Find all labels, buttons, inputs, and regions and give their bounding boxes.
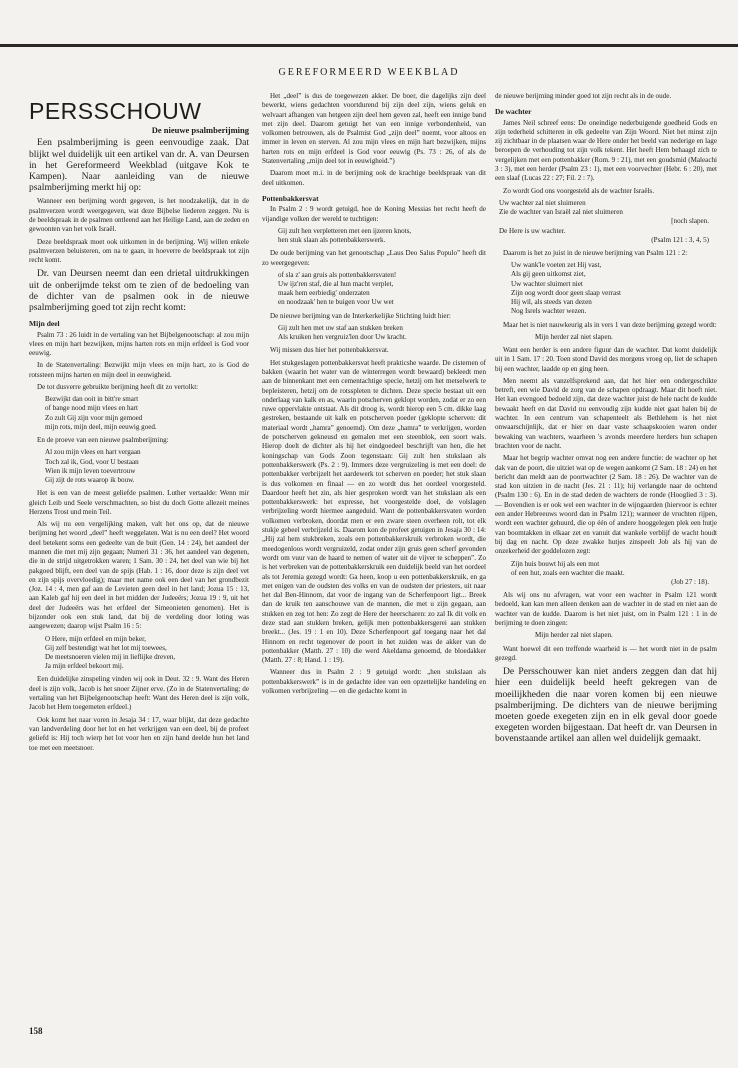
verse-block: [511, 560, 717, 588]
verse-line: Mijn herder zal niet slapen.: [535, 631, 613, 640]
page-title: PERSSCHOUW: [29, 98, 202, 124]
top-rule: [0, 44, 738, 47]
verse-line: Mijn herder zal niet slapen.: [535, 332, 613, 341]
verse-line: hen stuk slaan als pottenbakkerswerk.: [278, 236, 386, 245]
verse-line: Gij zijt de rots waarop ik bouw.: [45, 476, 135, 484]
verse-line: of een hut, zoals een wachter die maakt.: [511, 568, 625, 577]
paragraph: Als wij ons nu afvragen, wat voor een wachter in Psalm 121 wordt bedoeld, kan kan men alleen denken aan de wachter in de stad en niet aan de wachter van de kudde. Daarom is het niet juist, om in Psalm 121 : 1 in de berijming te doen zingen:: [495, 591, 717, 628]
paragraph: En de proeve van een nieuwe psalmberijming:: [37, 436, 169, 445]
verse-line: Zo zult Gij zijn voor mijn gemoed: [45, 413, 143, 422]
running-head: GEREFORMEERD WEEKBLAD: [278, 67, 460, 78]
verse-reference: (Job 27 : 18).: [671, 577, 709, 586]
verse-line: Zie de wachter van Israël zal niet sluimeren: [499, 208, 623, 217]
verse-block: [45, 635, 249, 672]
verse-line: Als gij geen uitkomst ziet,: [511, 270, 586, 279]
verse-line: en noodzaak' hen te buigen voor Uw wet: [278, 298, 394, 307]
paragraph: Maar het begrip wachter omvat nog een andere functie: de wachter op het dak van de poort, die uitziet wat op de wegen aankomt (2 Sam. 18 : 24) en het bericht dan meldt aan de poortwachter (2 Sam. 18 : 26). De wachter van de stad kon uitzien in de nacht (Jes. 21 : 11); hij verlangde naar de ochtend (Psalm 130 : 6). En in de stad deden de wachters de ronde (Hooglied 3 : 3). — Bovendien is er ook wel een wachter in de wijngaarden (hiervoor is echter een ander Hebreeuws woord dan in Psalm 121); wanneer de vruchten rijpen, wordt een wachter gehuurd, die op één of andere hooggelegen plek een hutje van boomtakken in elkaar zet en vanuit dat wankele verblijf de wacht houdt bij dag en nacht. Op deze zwakke hutjes zinspeelt Job als hij van de onzekerheid der goddelozen zegt:: [495, 454, 717, 556]
verse-block: [278, 271, 486, 308]
verse-line: Gij zult hen met uw staf aan stukken breken: [278, 323, 403, 332]
closing-paragraph: [495, 666, 717, 744]
paragraph: De oude berijming van het genootschap „Laus Deo Salus Populo” heeft dit zo weergegeven:: [262, 249, 486, 267]
quote-paragraph: Deze beeldspraak moet ook uitkomen in de berijming. Wij willen enkele psalmverzen beluisteren, om na te gaan, in hoeverre de beeldspraak tot zijn recht komt.: [29, 237, 249, 265]
closing-text: De Persschouwer kan niet anders zeggen dan dat hij hier een duidelijk beeld heeft gekregen van de moeilijkheden die naar voren komen bij een nieuwe psalmberijming. De dichters van de nieuwe berijming moeten goede exegeten zijn en in elk geval door goede exegeten worden bijgestaan. Dat heeft dr. van Deursen in bovenstaande artikel aan allen wel duidelijk gemaakt.: [495, 666, 717, 745]
paragraph: Wij missen dus hier het pottenbakkersvat.: [270, 346, 389, 355]
verse-reference: (Psalm 121 : 3, 4, 5): [651, 235, 709, 244]
verse-line: of bange nood mijn vlees en hart: [45, 404, 138, 413]
verse-block: [535, 333, 717, 342]
verse-line: Gij zelf bestendigt wat het lot mij toewees,: [45, 643, 167, 652]
verse-block: [278, 324, 486, 342]
paragraph: Want hoewel dit een treffende waarheid is — het wordt niet in de psalm gezegd.: [495, 644, 717, 662]
paragraph: Daarom moet m.i. in de berijming ook de krachtige beeldspraak van dit deel uitkomen.: [262, 169, 486, 187]
verse-line: Wien ik mijn leven toevertrouw: [45, 466, 136, 475]
paragraph: Psalm 73 : 26 luidt in de vertaling van het Bijbelgenootschap: al zou mijn vlees en mijn hart bezwijken, mijns harten rots en mijn erfdeel is God voor eeuwig.: [29, 330, 249, 358]
section-heading: De wachter: [495, 107, 532, 117]
verse-block: [499, 199, 717, 245]
lead-text: Dr. van Deursen neemt dan een drietal uitdrukkingen uit de onberijmde tekst om te zien of de bedoeling van de dichter van de psalmen ook in de nieuwe psalmberijming goed tot zijn recht komt:: [29, 268, 249, 313]
lead-text: Een psalmberijming is geen eenvoudige zaak. Dat blijkt wel duidelijk uit een artikel van dr. A. van Deursen in het Gereformeerd Weekblad (uitgave Kok te Kampen). Naar aanleiding van de nieuwe psalmberijming merkt hij op:: [29, 137, 249, 194]
section-heading: Pottenbakkersvat: [262, 193, 319, 203]
verse-line: Uw wachter sluimert niet: [511, 279, 583, 288]
verse-block: [535, 631, 717, 640]
verse-line: Uw wachter zal niet sluimeren: [499, 198, 586, 207]
verse-line: Gij zult hen verpletteren met een ijzeren knots,: [278, 226, 412, 235]
verse-line: maak hem eerbiedig' onderzaten: [278, 289, 370, 298]
verse-line: Toch zal ik, God, voor U bestaan: [45, 457, 139, 466]
verse-line: De meetsnoeren vielen mij in lieflijke dreven,: [45, 653, 176, 662]
paragraph: Het „deel” is dus de toegewezen akker. De boer, die dagelijks zijn deel bewerkt, wiens gedachten voortdurend bij zijn deel zijn, wiens geluk en welvaart afhangen van hetgeen zijn deel hem geven zal, heeft een innige band met zijn deel. Daarom getuigt het van een innige verbondenheid, van volkomen betrouwen, als de Psalmist God „zijn deel” noemt, voor altoos en immer in leven en sterven. Al zou mijn vlees en mijn hart bezwijken, mijns harten rots en mijn erfdeel is God voor eeuwig (Ps. 73 : 26, of als de Statenvertaling „mijn deel tot in eeuwigheid.”): [262, 92, 486, 166]
section-heading: Mijn deel: [29, 319, 60, 329]
paragraph: Want een herder is een andere figuur dan de wachter. Dat komt duidelijk uit in 1 Sam. 17 : 20. Toen stond David des morgens vroeg op, liet de schapen bij een wachter, laadde op en ging heen.: [495, 346, 717, 373]
column-1: [29, 92, 249, 1027]
verse-line: Nog Isrels wachter wezen.: [511, 307, 587, 316]
paragraph: Als wij nu een vergelijking maken, valt het ons op, dat de nieuwe berijming het woord „deel” heeft weggelaten. Wat is nu een deel? Het woord deel betekent soms een gedeelte van de buit (Gen. 14 : 24), het aandeel der mannen die met mij zijn gegaan; Numeri 31 : 36, het aandeel van degenen, die in de strijd uitgetrokken waren; 1 Sam. 30 : 24, het deel van wie bij het pakgoed blijft, een deel van de spijs (Hab. 1 : 16, door deze is zijn deel vet en zijn spijs overvloedig); maar met name ook een deel van het grondbezit (Joz. 14 : 4, men gaf aan de Levieten geen deel in het land; Jozua 15 : 13, aan Kaleb gaf hij een deel in het midden der Judeeërs; Jozua 19 : 9, uit het deel der Judeeërs was het erfdeel der Simeonieten genomen). Het is bijzonder ook een stuk land, dat bij de verdeling door loting was aangewezen; daarop wijst Psalm 16 : 5:: [29, 520, 249, 631]
quote-paragraph: Wanneer een berijming wordt gegeven, is het noodzakelijk, dat in de psalmverzen wordt weergegeven, wat deze Bijbelse liederen zeggen. Nu is de beeldspraak in de psalmen ontleend aan het Heilige Land, aan de zeden en gewoonten van het volk Israël.: [29, 197, 249, 234]
verse-line: Uw wank'le voeten zet Hij vast,: [511, 261, 602, 270]
paragraph: Wanneer dus in Psalm 2 : 9 getuigd wordt: „hen stukslaan als pottenbakkerswerk” is in de gedachte idee van een opzettelijke handeling en volkomen verbrijzeling — en die gedachte komt in: [262, 668, 486, 696]
paragraph: De tot dusverre gebruikte berijming heeft dit zo vertolkt:: [37, 382, 199, 391]
verse-line: Al zou mijn vlees en hart vergaan: [45, 448, 141, 457]
article-subtitle: De nieuwe psalmberijming: [151, 125, 249, 135]
verse-line: mijn rots, mijn deel, mijn eeuwig goed.: [45, 422, 157, 431]
paragraph: In de Statenvertaling: Bezwijkt mijn vlees en mijn hart, zo is God de rotssteen mijns harten en mijn deel in eeuwigheid.: [29, 361, 249, 379]
verse-line: O Here, mijn erfdeel en mijn beker,: [45, 634, 146, 643]
paragraph: Daarom is het zo juist in de nieuwe berijming van Psalm 121 : 2:: [503, 248, 688, 257]
paragraph: De nieuwe berijming van de Interkerkelijke Stichting luidt hier:: [270, 311, 451, 320]
paragraph: Het is een van de meest geliefde psalmen. Luther vertaalde: Wenn mir gleich Leib und Seele verschmachten, so bist du doch Gotte allezeit meines Herzens Trost und mein Teil.: [29, 489, 249, 516]
verse-line: Bezwijkt dan ooit in bitt're smart: [45, 395, 139, 404]
verse-block: [511, 261, 717, 316]
lead-paragraph: [29, 137, 249, 193]
paragraph: Maar het is niet nauwkeurig als in vers 1 van deze berijming gezegd wordt:: [503, 320, 717, 329]
verse-block: [45, 448, 249, 485]
verse-line: of sla z' aan gruis als pottenbakkersvaten!: [278, 270, 397, 279]
paragraph: Zo wordt God ons voorgesteld als de wachter Israëls.: [503, 186, 654, 195]
column-2: [262, 92, 486, 1032]
verse-block: [278, 227, 486, 245]
paragraph: James Neil schreef eens: De oneindige nederbuigende goedheid Gods en zijn tederheid schitteren in elk gedeelte van Zijn Woord. Niet het minst zijn zij zichtbaar in de plaatsen waar de Here onder het beeld van nederige en lage beroepen de verhouding tot zijn volk tekent. Het heeft Hem behaagd zich te vergelijken met een pottenbakker (Rom. 9 : 21), met een goudsmid (Maleachi 3 : 3), met een herder (Psalm 23 : 1), met een voorvechter (Hebr. 6 : 20), met een slaaf (Lucas 22 : 27; Fil. 2 : 7).: [495, 118, 717, 183]
verse-line: Hij wil, als steeds van dezen: [511, 298, 592, 307]
column-3: [495, 92, 717, 1032]
verse-line: De Here is uw wachter.: [499, 226, 566, 235]
page-number: 158: [29, 1026, 43, 1036]
paragraph: In Psalm 2 : 9 wordt getuigd, hoe de Koning Messias het recht heeft de vijandige volken der wereld te tuchtigen:: [262, 205, 486, 223]
verse-line: Uw ijz'ren staf, die al hun macht verplet,: [278, 280, 394, 289]
verse-aside: [noch slapen.: [671, 217, 709, 226]
verse-line: Als kruiken hen vergruiz'len door Uw kracht.: [278, 333, 407, 342]
paragraph: Het stukgeslagen pottenbakkersvat heeft prakticshe waarde. De cisternen of bakken (waarin het water van de winterregen wordt bewaard) bekleedt men aan de binnenkant met een cementachtige specie, hetzij om het metselwerk te bepleisteren, hetzij om de rotsspleten te dichten. Deze specie bestaat uit een onderlaag van kalk en as, waarin potscherven geklopt worden, zodat er zo een ruwe oppervlakte ontstaat. Als dit droog is, wordt hierop een 5 cm. dikke laag gestreken, bestaande uit kalk en potscherven poeder (geklopte scherven: dit materiaal wordt „hamra” genoemd). Om deze „hamra” te verkrijgen, worden de potscherven gekneusd en gemalen met een steenblok, een soort wals. Hierop doelt de dichter als hij het eindgoedeel beschrijft van hen, die het koningschap van Gods Zoon tegenstaan: Gij zult hen stukslaan als pottenbakkerswerk (Ps. 2 : 9). Immers deze vergruizeling is met een doel: de pottenbakker verbrijzelt het aardewerk tot scherven en poeder; het stuk slaan is dus volkomen en finaal — en zo wordt dus het oordeel voorgesteld. Daardoor heeft het zin, als hier gesproken wordt van het stukslaan als een pottenbakkerswerk: het expresse, het voorgestelde doel, de volslagen verbrijzeling wordt hiermee aangeduid. Want de pottenbakkersvaten worden volkomen verbroken, doordat men er een zware steen overheen rolt, tot elk stukje gebeel verbrijzeld is. Daarom kon de profeet getuigen in Jesaja 30 : 14: „Hij zal hem stukbreken, zoals een pottenbakkerskruik verbroken wordt, die meedogenloos wordt vergruizeld, zodat onder zijn gruis geen scherf gevonden wordt om vuur van de haard te nemen of water uit de vijver te scheppen”. Zo is het verbreken van de pottenbakkerskruik een duidelijk beeld van het oordeel als tot Jeremia gezegd wordt: Ga heen, koop u een pottenbakkerskruik, en ga met enigen van de oudsten des volks en van de oudsten der priesters, uit naar het dal Ben-Hinnom, dat voor de ingang van de Scherfenpoort ligt... Breek dan de kruik ten aanschouwe van de mannen, die met u zijn gegaan, aan stukken en zeg tot hen: Zo zegt de Here der heerscharen: zo zal Ik dit volk en deze stad aan stukken breken, gelijk men pottenbakkersgerei aan stukken breekt... (Jes. 19 : 1 en 10). Deze Scherfenpoort gaf toegang naar het dal Hinnom en recht tegenover de poort in het zuiden was de akker van de pottenbakker (Matth. 27 : 10) die werd Akeldama genoemd, de bloedakker (Matth. 27 : 8; Hand. 1 : 19).: [262, 358, 486, 665]
paragraph: de nieuwe berijming minder goed tot zijn recht als in de oude.: [495, 92, 672, 100]
verse-block: [45, 395, 249, 432]
lead-paragraph-2: [29, 268, 249, 313]
paragraph: Ook komt het naar voren in Jesaja 34 : 17, waar blijkt, dat deze gedachte van landverdeling door het lot en het verkrijgen van een deel, bij de profeet geliefd is: Hij toch wierp het lot voor hen en zijn hand deelde hun het land toe met een meetsnoer.: [29, 715, 249, 752]
verse-line: Ja mijn erfdeel bekoort mij.: [45, 662, 124, 671]
verse-line: Zijn huis bouwt hij als een mot: [511, 559, 600, 568]
paragraph: Een duidelijke zinspeling vinden wij ook in Deut. 32 : 9. Want des Heren deel is zijn volk, Jacob is het snoer Zijner erve. (Zo in de Statenvertaling; de vertaling van het Bijbelgenootschap heeft: Want des Heren deel is zijn volk, Jacob het Hem toegemeten erfdeel.): [29, 675, 249, 712]
paragraph: Men neemt als vanzelfsprekend aan, dat het hier een ondergeschikte betreft, een wie David de zorg van de schapen opdraagt. Maar dit hoeft niet. Het kan evengoed bedoeld zijn, dat deze wachter juist de hele nacht de kudde bewaakt heeft en dat David nu eenvoudig zijn kudde niet gaat halen bij de wachter. In een centrum van schapenteelt als Bethlehem is het niet onwaarschijnlijk, dat er hier en daar vaste schaapskooien waren onder bewaking van wachters, waarheen 's avonds meerdere herders hun schapen brachten voor de nacht.: [495, 376, 717, 450]
verse-line: Zijn oog wordt door geen slaap verrast: [511, 288, 621, 297]
